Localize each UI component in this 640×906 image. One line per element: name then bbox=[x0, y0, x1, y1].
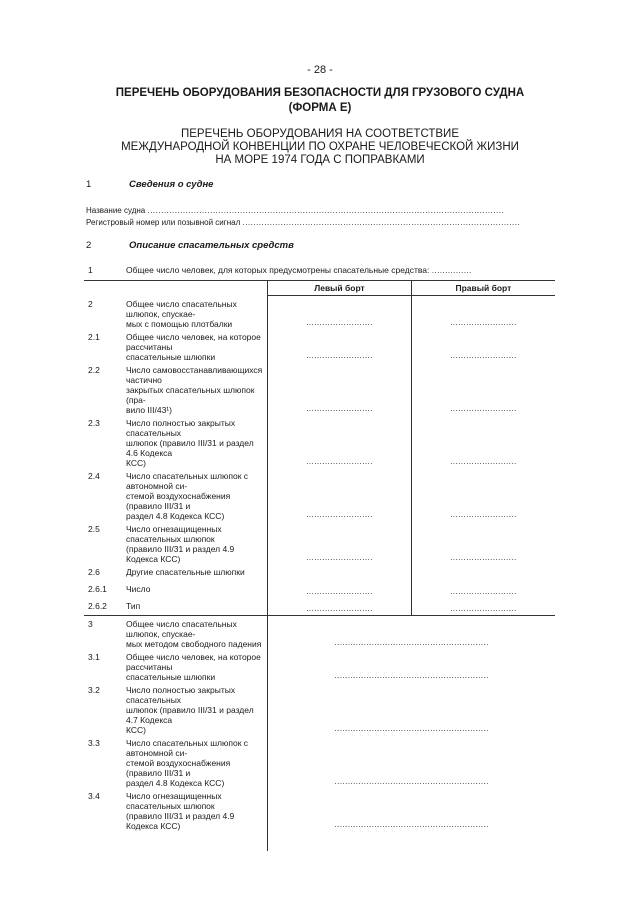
row-number: 2.6.1 bbox=[88, 584, 107, 594]
table-row bbox=[84, 581, 555, 598]
row-text: Общее число человек, для которых предусмотрены спасательные средства: bbox=[126, 265, 430, 275]
row-text-line: Общее число спасательных шлюпок, спускае- bbox=[126, 299, 237, 319]
row-text-line: Общее число человек, на которое рассчитаны bbox=[126, 332, 261, 352]
subtitle-line-1: ПЕРЕЧЕНЬ ОБОРУДОВАНИЯ НА СООТВЕТСТВИЕ bbox=[181, 128, 459, 140]
left-side-field[interactable]: ......................... bbox=[268, 296, 412, 329]
right-side-field[interactable]: ......................... bbox=[411, 468, 555, 521]
left-side-field[interactable]: ......................... bbox=[268, 468, 412, 521]
table-row bbox=[84, 362, 555, 415]
row-text-line: стемой воздухоснабжения (правило III/31 и bbox=[126, 757, 231, 778]
row-text bbox=[124, 415, 268, 468]
section-title: Сведения о судне bbox=[129, 179, 214, 190]
row-number: 3.2 bbox=[88, 684, 100, 695]
table-row bbox=[84, 296, 555, 329]
column-header-right-side: Правый борт bbox=[412, 281, 555, 296]
right-side-field[interactable]: ......................... bbox=[411, 598, 555, 615]
row-number: 2.4 bbox=[88, 471, 100, 481]
row-text-line: Общее число человек, на которое рассчитаны bbox=[126, 651, 261, 672]
table-row bbox=[84, 415, 555, 468]
section-title: Описание спасательных средств bbox=[129, 240, 294, 251]
left-side-field[interactable]: ......................... bbox=[268, 521, 412, 564]
right-side-field[interactable]: ......................... bbox=[411, 581, 555, 598]
left-side-field[interactable]: ......................... bbox=[268, 581, 412, 598]
subtitle-line-2: МЕЖДУНАРОДНОЙ КОНВЕНЦИИ ПО ОХРАНЕ ЧЕЛОВЕЧЕСКОЙ ЖИЗНИ bbox=[121, 141, 519, 153]
row-text-line: Число полностью закрытых спасательных bbox=[126, 418, 236, 438]
table-row bbox=[84, 682, 555, 735]
ship-name-label: Название судна bbox=[86, 206, 146, 215]
row-text bbox=[124, 682, 268, 735]
table-row bbox=[84, 564, 555, 581]
registry-number-label: Регистровый номер или позывной сигнал bbox=[86, 218, 241, 227]
section-number: 2 bbox=[86, 240, 92, 251]
row-text-line: Число самовосстанавливающихся частично bbox=[126, 365, 263, 385]
right-side-field[interactable]: ......................... bbox=[411, 521, 555, 564]
row-text bbox=[124, 649, 268, 682]
ship-name-line bbox=[86, 206, 504, 215]
title-line-1: ПЕРЕЧЕНЬ ОБОРУДОВАНИЯ БЕЗОПАСНОСТИ ДЛЯ ГРУЗОВОГО СУДНА bbox=[115, 87, 525, 99]
right-side-field[interactable]: ......................... bbox=[411, 362, 555, 415]
row-text-line: (правило III/31 и раздел 4.9 Кодекса КСС) bbox=[126, 810, 235, 831]
row-number: 2.6 bbox=[88, 567, 100, 577]
row-number: 3.1 bbox=[88, 651, 100, 662]
table-row bbox=[84, 521, 555, 564]
row-text bbox=[124, 598, 268, 615]
row-text-line: шлюпок (правило III/31 и раздел 4.6 Кодекса bbox=[126, 438, 254, 458]
row-text-line: мых методом свободного падения bbox=[126, 638, 262, 649]
left-side-field[interactable]: ......................... bbox=[268, 329, 412, 362]
row-text-line: КСС) bbox=[126, 724, 146, 735]
ship-name-field[interactable]: ................................................................................................................................... bbox=[147, 206, 505, 215]
row-number: 2.5 bbox=[88, 524, 100, 534]
row-text-line: Тип bbox=[126, 601, 141, 611]
row-number: 2.1 bbox=[88, 332, 100, 342]
table-row bbox=[124, 262, 555, 280]
left-side-field[interactable]: ......................... bbox=[268, 362, 412, 415]
row-number: 3.4 bbox=[88, 790, 100, 801]
row-text bbox=[124, 735, 268, 788]
left-side-field[interactable]: ......................... bbox=[268, 598, 412, 615]
row-text bbox=[124, 296, 268, 329]
total-field[interactable]: .......................................................... bbox=[268, 788, 555, 831]
table-row bbox=[84, 329, 555, 362]
row-text bbox=[124, 362, 268, 415]
row-text bbox=[124, 468, 268, 521]
page-number: - 28 - bbox=[307, 64, 333, 76]
row-text bbox=[124, 615, 268, 649]
row-text-line: Число спасательных шлюпок с автономной си- bbox=[126, 737, 249, 758]
table-row bbox=[84, 598, 555, 615]
total-field[interactable]: .......................................................... bbox=[268, 735, 555, 788]
total-persons-field[interactable]: ............... bbox=[431, 265, 472, 275]
row-text bbox=[124, 329, 268, 362]
row-text-line: раздел 4.8 Кодекса КСС) bbox=[126, 777, 225, 788]
row-text-line: стемой воздухоснабжения (правило III/31 и bbox=[126, 491, 231, 511]
column-header-left-side: Левый борт bbox=[268, 281, 411, 296]
row-text-line: Число спасательных шлюпок с автономной си- bbox=[126, 471, 249, 491]
document-subtitle bbox=[60, 128, 580, 167]
row-number: 3 bbox=[84, 615, 124, 649]
row-text bbox=[124, 581, 268, 598]
row-text-line: (правило III/31 и раздел 4.9 Кодекса КСС) bbox=[126, 544, 235, 564]
row-text-line: вило III/43¹) bbox=[126, 405, 172, 415]
table-row bbox=[84, 468, 555, 521]
row-text-line: спасательные шлюпки bbox=[126, 352, 216, 362]
row-text bbox=[124, 564, 268, 581]
row-number: 2.2 bbox=[88, 365, 100, 375]
row-text-line: шлюпок (правило III/31 и раздел 4.7 Кодекса bbox=[126, 704, 254, 725]
row-text-line: КСС) bbox=[126, 458, 146, 468]
right-side-field[interactable]: ......................... bbox=[411, 296, 555, 329]
row-text bbox=[124, 788, 268, 831]
row-number: 1 bbox=[84, 262, 124, 280]
document-title bbox=[60, 86, 580, 116]
total-field[interactable]: .......................................................... bbox=[268, 615, 555, 649]
row-number: 2.6.2 bbox=[88, 601, 107, 611]
total-field[interactable]: .......................................................... bbox=[268, 649, 555, 682]
total-field[interactable]: .......................................................... bbox=[268, 682, 555, 735]
table-row bbox=[84, 649, 555, 682]
row-text-line: раздел 4.8 Кодекса КСС) bbox=[126, 511, 225, 521]
row-text-line: закрытых спасательных шлюпок (пра- bbox=[126, 385, 255, 405]
row-text-line: Другие спасательные шлюпки bbox=[126, 567, 245, 577]
row-text-line: мых с помощью плотбалки bbox=[126, 319, 233, 329]
row-text-line: Число полностью закрытых спасательных bbox=[126, 684, 236, 705]
table-row bbox=[84, 735, 555, 788]
left-side-field[interactable]: ......................... bbox=[268, 415, 412, 468]
row-number: 2.3 bbox=[88, 418, 100, 428]
table-row bbox=[84, 788, 555, 831]
title-line-2: (ФОРМА Е) bbox=[288, 102, 352, 114]
row-number: 2 bbox=[88, 299, 93, 309]
right-side-field[interactable]: ......................... bbox=[411, 329, 555, 362]
row-text-line: Число огнезащищенных спасательных шлюпок bbox=[126, 790, 222, 811]
row-text-line: Число bbox=[126, 584, 151, 594]
row-number: 3.3 bbox=[88, 737, 100, 748]
row-text bbox=[124, 521, 268, 564]
lifesaving-equipment-table bbox=[84, 262, 555, 851]
row-text-line: спасательные шлюпки bbox=[126, 671, 216, 682]
row-text-line: Общее число спасательных шлюпок, спускае- bbox=[126, 618, 237, 639]
section-number: 1 bbox=[86, 179, 92, 190]
registry-number-line bbox=[86, 218, 520, 227]
row-text-line: Число огнезащищенных спасательных шлюпок bbox=[126, 524, 222, 544]
subtitle-line-3: НА МОРЕ 1974 ГОДА С ПОПРАВКАМИ bbox=[215, 154, 425, 166]
right-side-field[interactable]: ......................... bbox=[411, 415, 555, 468]
registry-number-field[interactable]: ...................................................................................................... bbox=[242, 218, 521, 227]
table-row bbox=[84, 615, 555, 649]
